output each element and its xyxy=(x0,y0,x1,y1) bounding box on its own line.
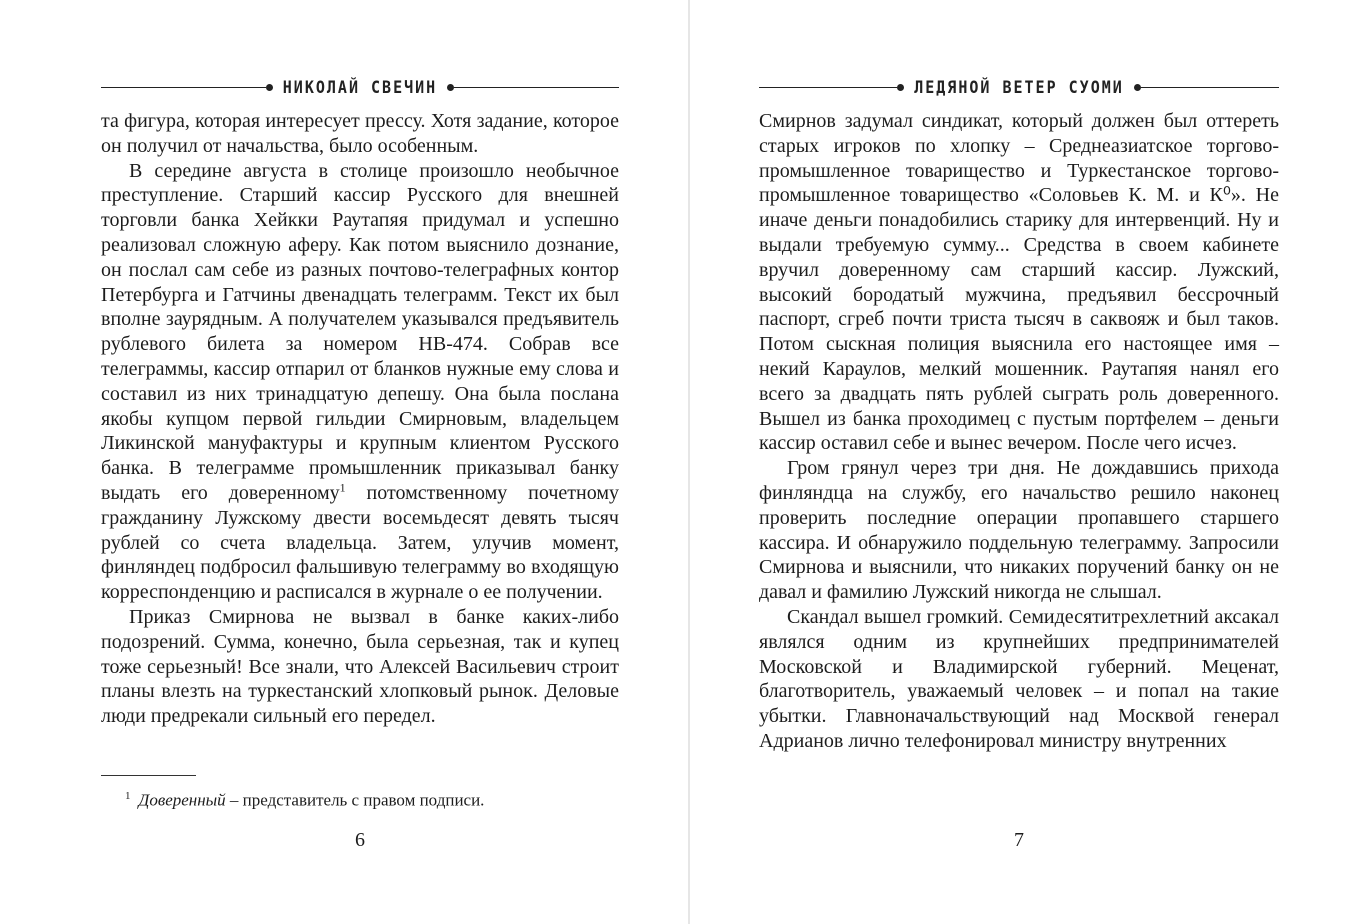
right-body-text xyxy=(759,109,1279,754)
paragraph: Скандал вышел громкий. Семидесятитрехлетний аксакал являлся одним из крупнейших предпринимателей Московской и Владимирской губерний. Меценат, благотворитель, уважаемый человек – и попал на такие убытки. Главноначальствующий над Москвой генерал Адрианов лично телефонировал министру внутренних xyxy=(759,605,1279,752)
paragraph: Гром грянул через три дня. Не дождавшись прихода финляндца на службу, его начальство решило наконец проверить последние операции пропавшего старшего кассира. И обнаружило поддельную телеграмму. Запросили Смирнова и выяснили, что никаких поручений банку он не давал и фамилию Лужский никогда не слышал. xyxy=(759,457,1279,604)
paragraph-text-tail: потомственному почетному гражданину Лужскому двести восемьдесят девять тысяч рублей со счета владельца. Затем, улучив момент, финляндец подбросил фальшивую телеграмму во входящую корреспонденцию и расписался в журнале о ее получении. xyxy=(101,481,619,604)
footnote-separator xyxy=(101,775,196,776)
right-running-head xyxy=(759,77,1279,97)
left-page xyxy=(101,0,619,924)
head-dot-icon xyxy=(1134,84,1141,91)
footnote-text: – представитель с правом подписи. xyxy=(225,790,485,810)
author-name: НИКОЛАЙ СВЕЧИН xyxy=(282,76,438,98)
head-dot-icon xyxy=(447,84,454,91)
footnote-reference[interactable]: 1 xyxy=(339,480,346,495)
footnote-term: Доверенный xyxy=(138,790,226,810)
paragraph-text: В середине августа в столице произошло необычное преступление. Старший кассир Русского для внешней торговли банка Хейкки Раутапяя придумал и успешно реализовал сложную аферу. Как потом выяснило дознание, он послал сам себе из разных почтово-телеграфных контор Петербурга и Гатчины двенадцать телеграмм. Текст их был вполне заурядным. А получателем указывался предъявитель рублевого билета за номером НВ-474. Собрав все телеграммы, кассир отпарил от бланков нужные ему слова и составил из них тринадцатую депешу. Она была послана якобы купцом первой гильдии Смирновым, владельцем Ликинской мануфактуры и крупным клиентом Русского банка. В телеграмме промышленник приказывал банку выдать его доверенному xyxy=(101,159,619,504)
page-number: 7 xyxy=(1014,829,1024,851)
paragraph: та фигура, которая интересует прессу. Хотя задание, которое он получил от начальства, было особенным. xyxy=(101,110,619,157)
left-running-head xyxy=(101,77,619,97)
paragraph xyxy=(101,159,619,605)
head-rule-left xyxy=(759,87,897,88)
head-rule-right xyxy=(1141,87,1279,88)
head-rule-left xyxy=(101,87,266,88)
paragraph: Приказ Смирнова не вызвал в банке каких-либо подозрений. Сумма, конечно, была серьезная, так и купец тоже серьезный! Все знали, что Алексей Васильевич строит планы влезть на туркестанский хлопковый рынок. Деловые люди предрекали сильный его передел. xyxy=(101,605,619,728)
head-dot-icon xyxy=(897,84,904,91)
right-page xyxy=(759,0,1279,924)
head-dot-icon xyxy=(266,84,273,91)
book-title: ЛЕДЯНОЙ ВЕТЕР СУОМИ xyxy=(914,76,1124,98)
footnote xyxy=(101,785,619,812)
page-number: 6 xyxy=(355,829,365,851)
footnote-number: 1 xyxy=(125,790,131,802)
left-body-text xyxy=(101,109,619,729)
book-gutter xyxy=(688,0,690,924)
head-rule-right xyxy=(454,87,619,88)
paragraph: Смирнов задумал синдикат, который должен был оттереть старых игроков по хлопку – Среднеазиатское торгово-промышленное товарищество и Туркестанское торгово-промышленное товарищество «Соловьев К. М. и К⁰». Не иначе деньги понадобились старику для интервенций. Ну и выдали требуемую сумму... Средства в своем кабинете вручил доверенному сам старший кассир. Лужский, высокий бородатый мужчина, предъявил бессрочный паспорт, сгреб почти триста тысяч в саквояж и был таков. Потом сыскная полиция выяснила его настоящее имя – некий Караулов, мелкий мошенник. Раутапяя нанял его всего за двадцать пять рублей сыграть роль доверенного. Вышел из банка проходимец с пустым портфелем – деньги кассир оставил себе и вынес вечером. После чего исчез. xyxy=(759,110,1279,455)
